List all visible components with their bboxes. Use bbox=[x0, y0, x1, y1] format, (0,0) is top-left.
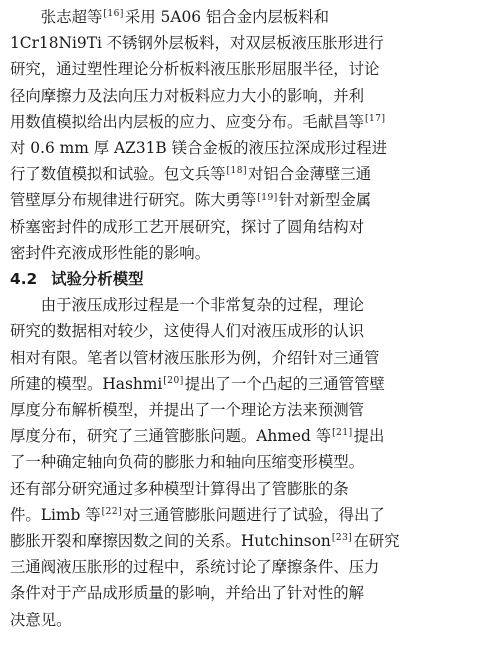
text-line bbox=[10, 423, 470, 449]
text-segment: 决意见。 bbox=[10, 610, 72, 629]
text-line bbox=[10, 4, 470, 30]
citation-ref: [19] bbox=[257, 192, 278, 203]
text-segment: 管壁厚分布规律进行研究。陈大勇等 bbox=[10, 191, 257, 210]
text-line bbox=[10, 528, 470, 554]
text-segment: 还有部分研究通过多种模型计算得出了管膨胀的条 bbox=[10, 479, 349, 498]
section-heading bbox=[10, 266, 470, 292]
text-segment: 行了数值模拟和试验。包文兵等 bbox=[10, 165, 226, 184]
text-segment: 膨胀开裂和摩擦因数之间的关系。Hutchinson bbox=[10, 532, 331, 551]
text-segment: 研究，通过塑性理论分析板料液压胀形屈服半径，讨论 bbox=[10, 60, 380, 79]
text-segment: 厚度分布，研究了三通管膨胀问题。Ahmed 等 bbox=[10, 427, 332, 446]
text-segment: 采用 5A06 铝合金内层板料和 bbox=[124, 8, 330, 26]
text-line bbox=[10, 83, 470, 109]
text-segment: 三通阀液压胀形的过程中，系统讨论了摩擦条件、压力 bbox=[10, 558, 380, 577]
text-segment: 在研究 bbox=[353, 532, 400, 551]
text-segment: 相对有限。笔者以管材液压胀形为例，介绍针对三通管 bbox=[10, 348, 380, 367]
citation-ref: [23] bbox=[331, 533, 353, 544]
text-line bbox=[10, 187, 470, 213]
text-line bbox=[10, 240, 470, 266]
section-title: 试验分析模型 bbox=[51, 270, 144, 289]
text-line bbox=[10, 135, 470, 161]
text-segment: 对 0.6 mm 厚 AZ31B 镁合金板的液压拉深成形过程进 bbox=[10, 139, 388, 158]
text-line bbox=[10, 30, 470, 56]
text-line bbox=[10, 397, 470, 423]
text-segment: 针对新型金属 bbox=[278, 191, 372, 210]
text-segment: 桥塞密封件的成形工艺开展研究，探讨了圆角结构对 bbox=[10, 217, 364, 236]
text-segment: 了一种确定轴向负荷的膨胀力和轴向压缩变形模型。 bbox=[10, 453, 364, 472]
text-line bbox=[10, 109, 470, 135]
text-segment: 用数值模拟给出内层板的应力、应变分布。毛献昌等 bbox=[10, 112, 364, 131]
citation-ref: [16] bbox=[103, 9, 124, 20]
text-segment: 密封件充液成形性能的影响。 bbox=[10, 243, 211, 262]
text-line bbox=[10, 161, 470, 187]
text-line bbox=[10, 292, 470, 318]
text-segment: 由于液压成形过程是一个非常复杂的过程，理论 bbox=[40, 296, 365, 315]
text-segment: 对铝合金薄壁三通 bbox=[247, 165, 372, 184]
text-line bbox=[10, 214, 470, 240]
text-segment: 提出了一个凸起的三通管管壁 bbox=[184, 374, 385, 393]
text-line bbox=[10, 554, 470, 580]
text-segment: 提出 bbox=[353, 427, 385, 446]
citation-ref: [21] bbox=[332, 428, 353, 439]
text-line bbox=[10, 607, 470, 633]
text-line bbox=[10, 449, 470, 475]
text-line bbox=[10, 580, 470, 606]
text-segment: 张志超等 bbox=[40, 8, 103, 26]
text-segment: 1Cr18Ni9Ti 不锈钢外层板料，对双层板液压胀形进行 bbox=[10, 34, 384, 53]
text-line bbox=[10, 318, 470, 344]
paragraph-test-model bbox=[10, 292, 470, 633]
citation-ref: [20] bbox=[163, 376, 184, 386]
citation-ref: [18] bbox=[226, 166, 247, 177]
text-segment: 对三通管膨胀问题进行了试验，得出了 bbox=[123, 505, 385, 524]
text-segment: 件。Limb 等 bbox=[10, 505, 101, 524]
paragraph-literature-review bbox=[10, 4, 470, 266]
text-segment: 条件对于产品成形质量的影响，并给出了针对性的解 bbox=[10, 584, 364, 603]
text-line bbox=[10, 56, 470, 82]
text-segment: 研究的数据相对较少，这使得人们对液压成形的认识 bbox=[10, 322, 364, 341]
text-line bbox=[10, 371, 470, 397]
text-segment: 径向摩擦力及法向压力对板料应力大小的影响，并利 bbox=[10, 86, 364, 105]
text-segment: 所建的模型。Hashmi bbox=[10, 374, 163, 393]
text-segment: 厚度分布解析模型，并提出了一个理论方法来预测管 bbox=[10, 401, 364, 420]
citation-ref: [17] bbox=[365, 113, 386, 124]
text-line bbox=[10, 502, 470, 528]
citation-ref: [22] bbox=[101, 507, 123, 518]
section-number: 4.2 bbox=[10, 270, 38, 289]
text-line bbox=[10, 476, 470, 502]
text-line bbox=[10, 345, 470, 371]
